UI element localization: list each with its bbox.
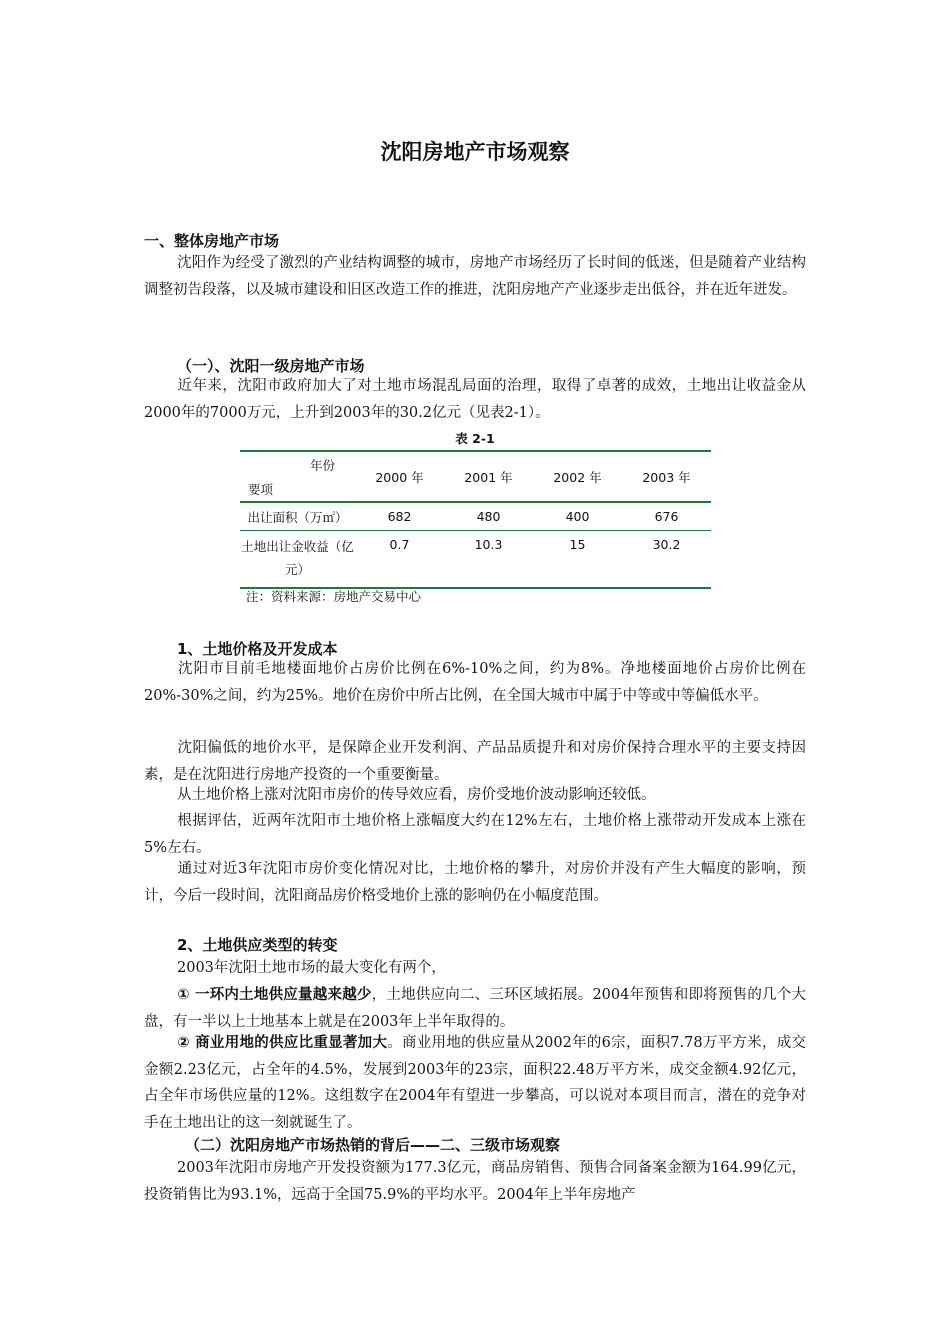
table-cell: 676 (654, 509, 679, 524)
section-heading-secondary-market: （二）沈阳房地产市场热销的背后——二、三级市场观察 (185, 1136, 561, 1154)
table-header-year: 2001 年 (464, 469, 513, 485)
paragraph: 2003年沈阳市房地产开发投资额为177.3亿元，商品房销售、预售合同备案金额为164.99亿元，投资销售比为93.1%，远高于全国75.9%的平均水平。2004年上半年房地产 (144, 1160, 806, 1203)
paragraph: 沈阳市目前毛地楼面地价占房价比例在6%-10%之间，约为8%。净地楼面地价占房价比例在20%-30%之间，约为25%。地价在房价中所占比例，在全国大城市中属于中等或中等偏低水平。 (144, 661, 806, 704)
table-row-label: 出让面积（万㎡） (247, 509, 348, 525)
table-cell: 0.7 (389, 537, 410, 552)
table-cell: 400 (565, 509, 590, 524)
paragraph: 沈阳偏低的地价水平，是保障企业开发利润、产品品质提升和对房价保持合理水平的主要支持因素，是在沈阳进行房地产投资的一个重要衡量。 (144, 740, 806, 783)
paragraph: ① 一环内土地供应量越来越少，土地供应向二、三环区域拓展。2004年预售和即将预售的几个大盘，有一半以上土地基本上就是在2003年上半年取得的。 (144, 987, 806, 1030)
paragraph: 从土地价格上涨对沈阳市房价的传导效应看，房价受地价波动影响还较低。 (177, 787, 656, 803)
table-cell: 30.2 (652, 537, 681, 552)
paragraph: ② 商业用地的供应比重显著加大。商业用地的供应量从2002年的6宗，面积7.78万平方米，成交金额2.23亿元，占全年的4.5%，发展到2003年的23宗，面积22.48万平方米，成交金额4.92亿元，占全年市场供应量的12%。这组数字在2004年有望进一步攀高，可以说对本项目而言，潜在的竞争对手在土地出让的这一刻就诞生了。 (144, 1035, 806, 1131)
table-cell: 682 (387, 509, 412, 524)
table-caption: 表 2-1 (455, 431, 495, 446)
table-cell: 480 (476, 509, 501, 524)
paragraph: 2003年沈阳土地市场的最大变化有两个， (177, 960, 446, 976)
table-header-row (240, 451, 711, 502)
paragraph: 通过对近3年沈阳市房价变化情况对比，土地价格的攀升，对房价并没有产生大幅度的影响，预计，今后一段时间，沈阳商品房价格受地价上涨的影响仍在小幅度范围。 (144, 861, 806, 904)
table-source-note: 注：资料来源：房地产交易中心 (246, 589, 422, 604)
table-row-label: 土地出让金收益（亿 元） (241, 539, 354, 577)
paragraph: 近年来，沈阳市政府加大了对土地市场混乱局面的治理，取得了卓著的成效，土地出让收益金从2000年的7000万元，上升到2003年的30.2亿元（见表2-1）。 (144, 378, 806, 421)
paragraph: 根据评估，近两年沈阳市土地价格上涨幅度大约在12%左右，土地价格上涨带动开发成本上涨在5%左右。 (144, 813, 806, 856)
table-corner-cell: 年份 要项 (248, 457, 336, 497)
table-cell: 15 (569, 537, 586, 552)
section-heading-land-price: 1、土地价格及开发成本 (177, 640, 338, 658)
table-row (240, 502, 711, 531)
paragraph: 沈阳作为经受了激烈的产业结构调整的城市，房地产市场经历了长时间的低迷，但是随着产业结构调整初告段落，以及城市建设和旧区改造工作的推进，沈阳房地产产业逐步走出低谷，并在近年迸发。 (144, 255, 806, 298)
land-revenue-table (240, 450, 711, 589)
table-cell: 10.3 (474, 537, 503, 552)
page-title: 沈阳房地产市场观察 (380, 140, 570, 164)
section-heading-overall: 一、整体房地产市场 (144, 232, 280, 250)
table-header-year: 2003 年 (642, 469, 691, 485)
section-heading-primary-market: （一）、沈阳一级房地产市场 (177, 357, 365, 375)
section-heading-land-supply: 2、土地供应类型的转变 (177, 936, 338, 954)
table-header-year: 2002 年 (553, 469, 602, 485)
table-row (240, 531, 711, 589)
table-header-year: 2000 年 (375, 469, 424, 485)
